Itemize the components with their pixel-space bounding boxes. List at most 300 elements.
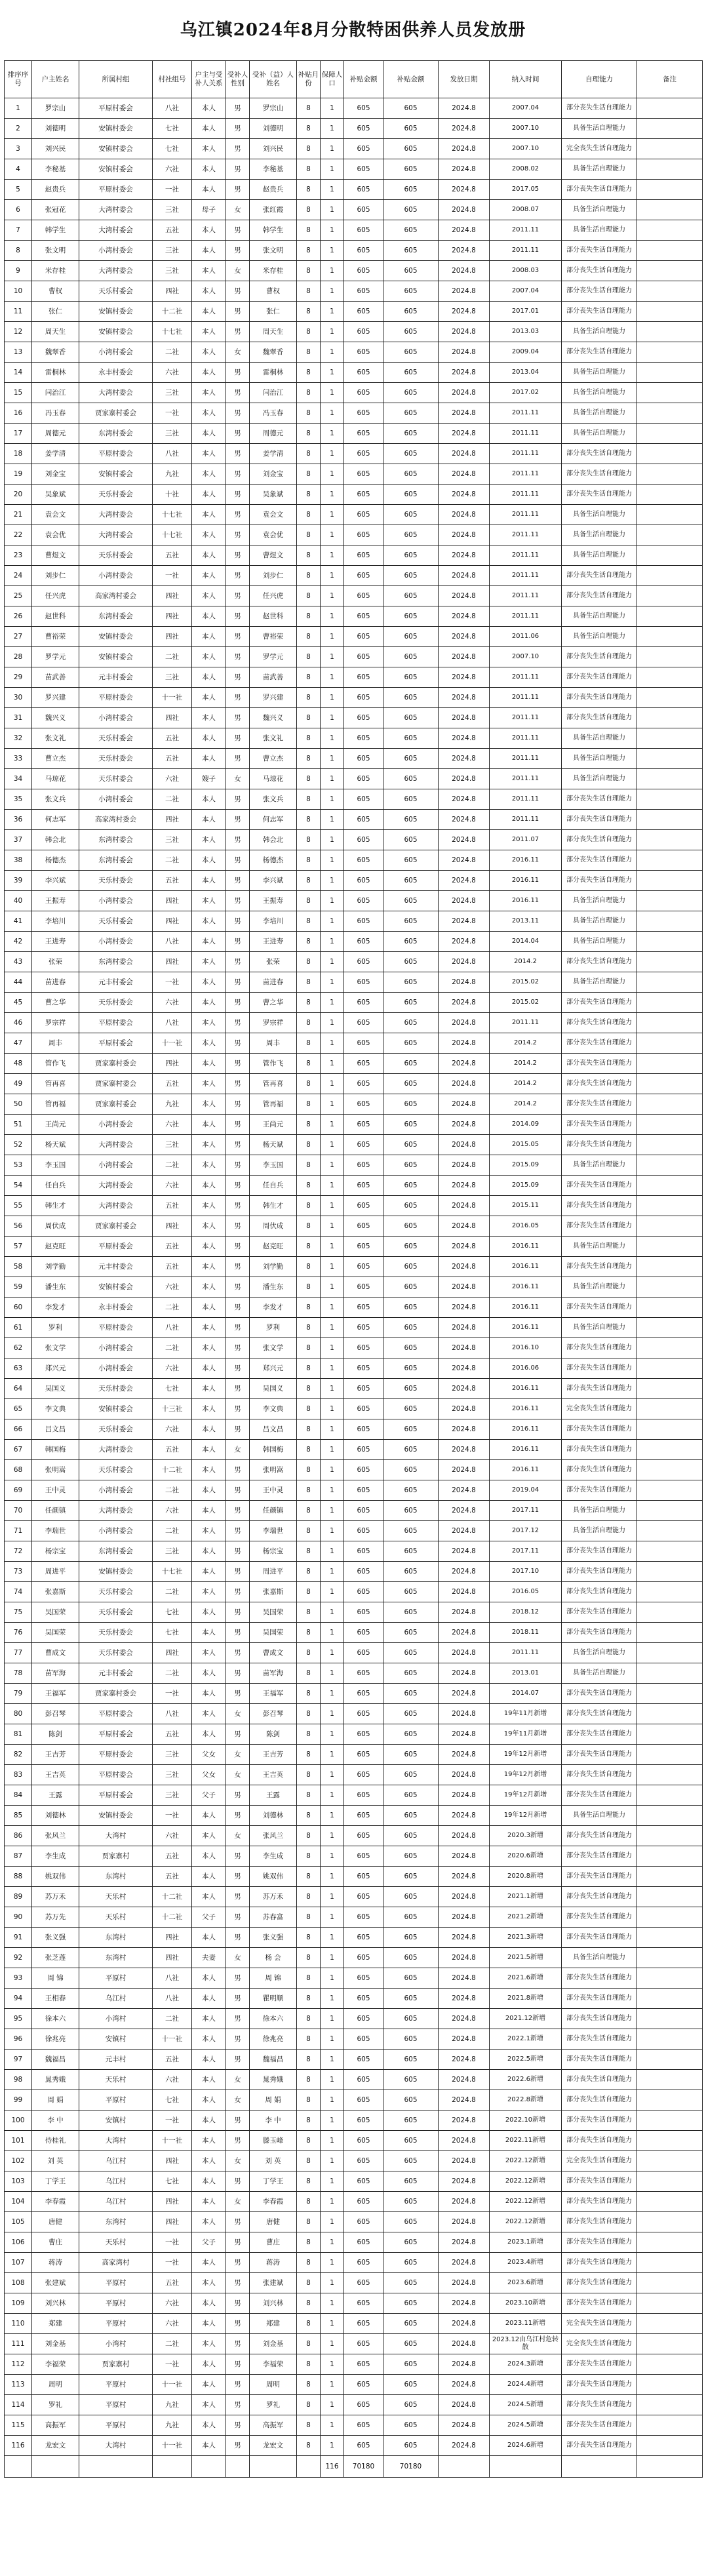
table-row bbox=[5, 1419, 703, 1440]
group-cell: 二社 bbox=[153, 1521, 192, 1541]
amount-cell: 605 bbox=[344, 2192, 383, 2212]
month-cell: 8 bbox=[297, 1623, 321, 1643]
gender-cell: 男 bbox=[226, 1257, 250, 1277]
ability-cell: 部分丧失生活自理能力 bbox=[562, 830, 637, 850]
recipient-cell: 袁会优 bbox=[250, 525, 297, 545]
head-name-cell: 徐兆亮 bbox=[32, 2029, 79, 2050]
amount-cell: 605 bbox=[344, 322, 383, 342]
head-name-cell: 龙宏文 bbox=[32, 2436, 79, 2456]
seq-cell: 27 bbox=[5, 627, 32, 647]
recipient-cell: 张建斌 bbox=[250, 2273, 297, 2293]
enroll-cell: 2011.07 bbox=[490, 830, 562, 850]
amount-cell: 605 bbox=[383, 1643, 439, 1663]
date-cell: 2024.8 bbox=[439, 1176, 490, 1196]
persons-cell: 1 bbox=[321, 2070, 344, 2090]
month-cell: 8 bbox=[297, 1237, 321, 1257]
relation-cell: 本人 bbox=[192, 647, 226, 667]
month-cell: 8 bbox=[297, 1054, 321, 1074]
relation-cell: 母子 bbox=[192, 200, 226, 220]
amount-cell: 605 bbox=[344, 2273, 383, 2293]
amount-cell: 605 bbox=[383, 2334, 439, 2354]
ability-cell: 部分丧失生活自理能力 bbox=[562, 566, 637, 586]
date-cell: 2024.8 bbox=[439, 322, 490, 342]
remark-cell bbox=[637, 2334, 703, 2354]
persons-cell: 1 bbox=[321, 2151, 344, 2171]
head-name-cell: 张冠花 bbox=[32, 200, 79, 220]
recipient-cell: 潘生东 bbox=[250, 1277, 297, 1298]
group-cell: 一社 bbox=[153, 972, 192, 993]
seq-cell: 106 bbox=[5, 2232, 32, 2253]
gender-cell: 男 bbox=[226, 891, 250, 911]
ability-cell: 部分丧失生活自理能力 bbox=[562, 444, 637, 464]
relation-cell: 本人 bbox=[192, 667, 226, 688]
head-name-cell: 周德元 bbox=[32, 424, 79, 444]
month-cell: 8 bbox=[297, 464, 321, 485]
month-cell: 8 bbox=[297, 1338, 321, 1358]
amount-cell: 605 bbox=[344, 1379, 383, 1399]
relation-cell: 本人 bbox=[192, 1135, 226, 1155]
village-cell: 小湾村委会 bbox=[79, 1115, 153, 1135]
village-cell: 小湾村委会 bbox=[79, 1155, 153, 1176]
recipient-cell: 姜学清 bbox=[250, 444, 297, 464]
enroll-cell: 2017.11 bbox=[490, 1541, 562, 1562]
amount-cell: 605 bbox=[344, 1237, 383, 1257]
seq-cell: 68 bbox=[5, 1460, 32, 1480]
persons-cell: 1 bbox=[321, 1379, 344, 1399]
amount-cell: 605 bbox=[383, 830, 439, 850]
group-cell: 四社 bbox=[153, 1643, 192, 1663]
amount-cell: 605 bbox=[344, 830, 383, 850]
table-row bbox=[5, 2151, 703, 2171]
gender-cell: 男 bbox=[226, 2009, 250, 2029]
month-cell: 8 bbox=[297, 2070, 321, 2090]
recipient-cell: 曹立杰 bbox=[250, 749, 297, 769]
table-row bbox=[5, 1684, 703, 1704]
total-cell bbox=[79, 2456, 153, 2478]
month-cell: 8 bbox=[297, 2212, 321, 2232]
table-row bbox=[5, 810, 703, 830]
remark-cell bbox=[637, 769, 703, 789]
total-cell bbox=[226, 2456, 250, 2478]
table-row bbox=[5, 2253, 703, 2273]
table-row bbox=[5, 200, 703, 220]
month-cell: 8 bbox=[297, 342, 321, 363]
head-name-cell: 王振寿 bbox=[32, 891, 79, 911]
remark-cell bbox=[637, 1663, 703, 1684]
table-row bbox=[5, 586, 703, 606]
seq-cell: 48 bbox=[5, 1054, 32, 1074]
amount-cell: 605 bbox=[383, 2232, 439, 2253]
date-cell: 2024.8 bbox=[439, 383, 490, 403]
village-cell: 安镇村委会 bbox=[79, 119, 153, 139]
group-cell: 二社 bbox=[153, 2009, 192, 2029]
recipient-cell: 李发才 bbox=[250, 1298, 297, 1318]
remark-cell bbox=[637, 1399, 703, 1419]
amount-cell: 605 bbox=[344, 1643, 383, 1663]
gender-cell: 男 bbox=[226, 830, 250, 850]
enroll-cell: 2007.10 bbox=[490, 647, 562, 667]
amount-cell: 605 bbox=[383, 1196, 439, 1216]
table-row bbox=[5, 871, 703, 891]
amount-cell: 605 bbox=[344, 2029, 383, 2050]
village-cell: 平原村委会 bbox=[79, 1724, 153, 1745]
seq-cell: 53 bbox=[5, 1155, 32, 1176]
relation-cell: 本人 bbox=[192, 281, 226, 302]
recipient-cell: 罗礼 bbox=[250, 2395, 297, 2415]
seq-cell: 103 bbox=[5, 2171, 32, 2192]
village-cell: 安镇村委会 bbox=[79, 464, 153, 485]
recipient-cell: 曹之华 bbox=[250, 993, 297, 1013]
amount-cell: 605 bbox=[383, 708, 439, 728]
recipient-cell: 闫治江 bbox=[250, 383, 297, 403]
remark-cell bbox=[637, 1582, 703, 1602]
date-cell: 2024.8 bbox=[439, 728, 490, 749]
month-cell: 8 bbox=[297, 769, 321, 789]
ability-cell: 部分丧失生活自理能力 bbox=[562, 180, 637, 200]
recipient-cell: 杨德杰 bbox=[250, 850, 297, 871]
gender-cell: 男 bbox=[226, 1602, 250, 1623]
head-name-cell: 刘兴民 bbox=[32, 139, 79, 159]
gender-cell: 男 bbox=[226, 911, 250, 932]
village-cell: 贾家寨村委会 bbox=[79, 1684, 153, 1704]
total-cell bbox=[297, 2456, 321, 2478]
table-row bbox=[5, 383, 703, 403]
group-cell: 六社 bbox=[153, 363, 192, 383]
remark-cell bbox=[637, 1155, 703, 1176]
table-row bbox=[5, 1216, 703, 1237]
seq-cell: 38 bbox=[5, 850, 32, 871]
village-cell: 大湾村委会 bbox=[79, 525, 153, 545]
persons-cell: 1 bbox=[321, 1155, 344, 1176]
amount-cell: 605 bbox=[344, 1358, 383, 1379]
header-cell: 补贴月份 bbox=[297, 61, 321, 98]
persons-cell: 1 bbox=[321, 1663, 344, 1684]
village-cell: 平原村委会 bbox=[79, 180, 153, 200]
persons-cell: 1 bbox=[321, 1298, 344, 1318]
recipient-cell: 张仁 bbox=[250, 302, 297, 322]
gender-cell: 男 bbox=[226, 2395, 250, 2415]
relation-cell: 本人 bbox=[192, 1338, 226, 1358]
amount-cell: 605 bbox=[383, 1663, 439, 1684]
remark-cell bbox=[637, 261, 703, 281]
amount-cell: 605 bbox=[344, 1257, 383, 1277]
persons-cell: 1 bbox=[321, 566, 344, 586]
relation-cell: 本人 bbox=[192, 1277, 226, 1298]
village-cell: 高家湾村委会 bbox=[79, 810, 153, 830]
ability-cell: 部分丧失生活自理能力 bbox=[562, 1867, 637, 1887]
relation-cell: 本人 bbox=[192, 403, 226, 424]
head-name-cell: 李兴斌 bbox=[32, 871, 79, 891]
relation-cell: 本人 bbox=[192, 606, 226, 627]
month-cell: 8 bbox=[297, 932, 321, 952]
village-cell: 天乐村委会 bbox=[79, 871, 153, 891]
persons-cell: 1 bbox=[321, 1704, 344, 1724]
relation-cell: 本人 bbox=[192, 1968, 226, 1989]
amount-cell: 605 bbox=[383, 1237, 439, 1257]
month-cell: 8 bbox=[297, 606, 321, 627]
group-cell: 十二社 bbox=[153, 1887, 192, 1907]
amount-cell: 605 bbox=[383, 1013, 439, 1033]
head-name-cell: 张仁 bbox=[32, 302, 79, 322]
amount-cell: 605 bbox=[344, 850, 383, 871]
group-cell: 七社 bbox=[153, 139, 192, 159]
ability-cell: 部分丧失生活自理能力 bbox=[562, 1785, 637, 1806]
persons-cell: 1 bbox=[321, 952, 344, 972]
seq-cell: 5 bbox=[5, 180, 32, 200]
relation-cell: 父子 bbox=[192, 1907, 226, 1928]
enroll-cell: 2015.11 bbox=[490, 1196, 562, 1216]
village-cell: 小湾村委会 bbox=[79, 932, 153, 952]
village-cell: 天乐村委会 bbox=[79, 1460, 153, 1480]
ability-cell: 部分丧失生活自理能力 bbox=[562, 1704, 637, 1724]
head-name-cell: 曹庄 bbox=[32, 2232, 79, 2253]
amount-cell: 605 bbox=[383, 424, 439, 444]
remark-cell bbox=[637, 342, 703, 363]
group-cell: 四社 bbox=[153, 1948, 192, 1968]
persons-cell: 1 bbox=[321, 2009, 344, 2029]
relation-cell: 本人 bbox=[192, 993, 226, 1013]
recipient-cell: 王尚元 bbox=[250, 1115, 297, 1135]
table-row bbox=[5, 525, 703, 545]
ability-cell: 部分丧失生活自理能力 bbox=[562, 302, 637, 322]
amount-cell: 605 bbox=[344, 1013, 383, 1033]
seq-cell: 50 bbox=[5, 1094, 32, 1115]
group-cell: 三社 bbox=[153, 1765, 192, 1785]
head-name-cell: 魏福昌 bbox=[32, 2050, 79, 2070]
amount-cell: 605 bbox=[383, 464, 439, 485]
head-name-cell: 苏万先 bbox=[32, 1907, 79, 1928]
village-cell: 平原村委会 bbox=[79, 1033, 153, 1054]
month-cell: 8 bbox=[297, 1968, 321, 1989]
group-cell: 六社 bbox=[153, 2293, 192, 2314]
month-cell: 8 bbox=[297, 2334, 321, 2354]
remark-cell bbox=[637, 302, 703, 322]
gender-cell: 男 bbox=[226, 1074, 250, 1094]
recipient-cell: 李福荣 bbox=[250, 2354, 297, 2375]
head-name-cell: 刘学勤 bbox=[32, 1257, 79, 1277]
month-cell: 8 bbox=[297, 119, 321, 139]
amount-cell: 605 bbox=[383, 2314, 439, 2334]
date-cell: 2024.8 bbox=[439, 1419, 490, 1440]
persons-cell: 1 bbox=[321, 2395, 344, 2415]
remark-cell bbox=[637, 2212, 703, 2232]
group-cell: 六社 bbox=[153, 1277, 192, 1298]
ability-cell: 部分丧失生活自理能力 bbox=[562, 464, 637, 485]
enroll-cell: 2016.05 bbox=[490, 1582, 562, 1602]
village-cell: 天乐村委会 bbox=[79, 1582, 153, 1602]
month-cell: 8 bbox=[297, 1785, 321, 1806]
relation-cell: 本人 bbox=[192, 1013, 226, 1033]
amount-cell: 605 bbox=[383, 1948, 439, 1968]
table-row bbox=[5, 1968, 703, 1989]
month-cell: 8 bbox=[297, 2293, 321, 2314]
gender-cell: 男 bbox=[226, 525, 250, 545]
gender-cell: 男 bbox=[226, 1968, 250, 1989]
enroll-cell: 2019.04 bbox=[490, 1480, 562, 1501]
amount-cell: 605 bbox=[344, 749, 383, 769]
persons-cell: 1 bbox=[321, 1846, 344, 1867]
amount-cell: 605 bbox=[383, 728, 439, 749]
amount-cell: 605 bbox=[344, 261, 383, 281]
ability-cell: 部分丧失生活自理能力 bbox=[562, 1907, 637, 1928]
recipient-cell: 罗兴建 bbox=[250, 688, 297, 708]
gender-cell: 男 bbox=[226, 1562, 250, 1582]
amount-cell: 605 bbox=[344, 1663, 383, 1684]
date-cell: 2024.8 bbox=[439, 2090, 490, 2110]
head-name-cell: 韩国梅 bbox=[32, 1440, 79, 1460]
relation-cell: 本人 bbox=[192, 1867, 226, 1887]
head-name-cell: 王福军 bbox=[32, 1684, 79, 1704]
relation-cell: 本人 bbox=[192, 2212, 226, 2232]
amount-cell: 605 bbox=[344, 1704, 383, 1724]
date-cell: 2024.8 bbox=[439, 1643, 490, 1663]
gender-cell: 男 bbox=[226, 2293, 250, 2314]
amount-cell: 605 bbox=[344, 1541, 383, 1562]
date-cell: 2024.8 bbox=[439, 972, 490, 993]
recipient-cell: 高振军 bbox=[250, 2415, 297, 2436]
amount-cell: 605 bbox=[383, 993, 439, 1013]
gender-cell: 男 bbox=[226, 2232, 250, 2253]
month-cell: 8 bbox=[297, 688, 321, 708]
village-cell: 安镇村委会 bbox=[79, 627, 153, 647]
group-cell: 三社 bbox=[153, 1135, 192, 1155]
month-cell: 8 bbox=[297, 363, 321, 383]
amount-cell: 605 bbox=[344, 1928, 383, 1948]
enroll-cell: 2016.11 bbox=[490, 1257, 562, 1277]
remark-cell bbox=[637, 1887, 703, 1907]
table-row bbox=[5, 2070, 703, 2090]
seq-cell: 56 bbox=[5, 1216, 32, 1237]
gender-cell: 男 bbox=[226, 1806, 250, 1826]
head-name-cell: 李培川 bbox=[32, 911, 79, 932]
month-cell: 8 bbox=[297, 2110, 321, 2131]
ability-cell: 部分丧失生活自理能力 bbox=[562, 810, 637, 830]
table-row bbox=[5, 1806, 703, 1826]
head-name-cell: 袁会文 bbox=[32, 505, 79, 525]
seq-cell: 95 bbox=[5, 2009, 32, 2029]
amount-cell: 605 bbox=[383, 1257, 439, 1277]
remark-cell bbox=[637, 1643, 703, 1663]
persons-cell: 1 bbox=[321, 403, 344, 424]
date-cell: 2024.8 bbox=[439, 1521, 490, 1541]
gender-cell: 男 bbox=[226, 1094, 250, 1115]
group-cell: 三社 bbox=[153, 200, 192, 220]
gender-cell: 男 bbox=[226, 2131, 250, 2151]
group-cell: 十一社 bbox=[153, 1033, 192, 1054]
enroll-cell: 2016.10 bbox=[490, 1338, 562, 1358]
head-name-cell: 刘德林 bbox=[32, 1806, 79, 1826]
enroll-cell: 2017.02 bbox=[490, 383, 562, 403]
ability-cell: 部分丧失生活自理能力 bbox=[562, 98, 637, 119]
group-cell: 四社 bbox=[153, 708, 192, 728]
persons-cell: 1 bbox=[321, 2354, 344, 2375]
head-name-cell: 罗宗祥 bbox=[32, 1013, 79, 1033]
ability-cell: 部分丧失生活自理能力 bbox=[562, 789, 637, 810]
enroll-cell: 2015.02 bbox=[490, 993, 562, 1013]
remark-cell bbox=[637, 1765, 703, 1785]
enroll-cell: 2011.11 bbox=[490, 789, 562, 810]
group-cell: 四社 bbox=[153, 281, 192, 302]
amount-cell: 605 bbox=[383, 1785, 439, 1806]
seq-cell: 94 bbox=[5, 1989, 32, 2009]
gender-cell: 男 bbox=[226, 403, 250, 424]
ability-cell: 具备生活自理能力 bbox=[562, 1277, 637, 1298]
month-cell: 8 bbox=[297, 505, 321, 525]
persons-cell: 1 bbox=[321, 1684, 344, 1704]
gender-cell: 女 bbox=[226, 2192, 250, 2212]
village-cell: 平原村 bbox=[79, 2314, 153, 2334]
remark-cell bbox=[637, 1785, 703, 1806]
village-cell: 元丰村委会 bbox=[79, 972, 153, 993]
ability-cell: 部分丧失生活自理能力 bbox=[562, 586, 637, 606]
recipient-cell: 李文典 bbox=[250, 1399, 297, 1419]
persons-cell: 1 bbox=[321, 1033, 344, 1054]
village-cell: 小湾村委会 bbox=[79, 1480, 153, 1501]
month-cell: 8 bbox=[297, 1928, 321, 1948]
seq-cell: 99 bbox=[5, 2090, 32, 2110]
date-cell: 2024.8 bbox=[439, 1094, 490, 1115]
ability-cell: 部分丧失生活自理能力 bbox=[562, 667, 637, 688]
remark-cell bbox=[637, 2293, 703, 2314]
group-cell: 十一社 bbox=[153, 2029, 192, 2050]
enroll-cell: 2016.11 bbox=[490, 1237, 562, 1257]
village-cell: 安镇村委会 bbox=[79, 647, 153, 667]
amount-cell: 605 bbox=[344, 1745, 383, 1765]
group-cell: 一社 bbox=[153, 1806, 192, 1826]
enroll-cell: 2016.11 bbox=[490, 1298, 562, 1318]
persons-cell: 1 bbox=[321, 688, 344, 708]
village-cell: 天乐村 bbox=[79, 1907, 153, 1928]
village-cell: 天乐村委会 bbox=[79, 1643, 153, 1663]
recipient-cell: 杨天斌 bbox=[250, 1135, 297, 1155]
persons-cell: 1 bbox=[321, 1948, 344, 1968]
head-name-cell: 吴国荣 bbox=[32, 1623, 79, 1643]
remark-cell bbox=[637, 98, 703, 119]
table-row bbox=[5, 119, 703, 139]
enroll-cell: 2007.10 bbox=[490, 119, 562, 139]
enroll-cell: 2021.5新增 bbox=[490, 1948, 562, 1968]
relation-cell: 本人 bbox=[192, 2354, 226, 2375]
persons-cell: 1 bbox=[321, 1724, 344, 1745]
seq-cell: 23 bbox=[5, 545, 32, 566]
gender-cell: 男 bbox=[226, 1358, 250, 1379]
table-row bbox=[5, 1501, 703, 1521]
persons-cell: 1 bbox=[321, 891, 344, 911]
remark-cell bbox=[637, 1704, 703, 1724]
head-name-cell: 姚双伟 bbox=[32, 1867, 79, 1887]
persons-cell: 1 bbox=[321, 2192, 344, 2212]
group-cell: 五社 bbox=[153, 1867, 192, 1887]
amount-cell: 605 bbox=[383, 545, 439, 566]
enroll-cell: 2020.8新增 bbox=[490, 1867, 562, 1887]
amount-cell: 605 bbox=[383, 1887, 439, 1907]
group-cell: 四社 bbox=[153, 2151, 192, 2171]
table-row bbox=[5, 98, 703, 119]
remark-cell bbox=[637, 2131, 703, 2151]
enroll-cell: 2011.11 bbox=[490, 667, 562, 688]
persons-cell: 1 bbox=[321, 1440, 344, 1460]
month-cell: 8 bbox=[297, 566, 321, 586]
relation-cell: 本人 bbox=[192, 1074, 226, 1094]
remark-cell bbox=[637, 932, 703, 952]
enroll-cell: 2008.07 bbox=[490, 200, 562, 220]
gender-cell: 女 bbox=[226, 200, 250, 220]
ability-cell: 部分丧失生活自理能力 bbox=[562, 2212, 637, 2232]
enroll-cell: 2011.11 bbox=[490, 464, 562, 485]
recipient-cell: 刘金基 bbox=[250, 2334, 297, 2354]
month-cell: 8 bbox=[297, 383, 321, 403]
date-cell: 2024.8 bbox=[439, 1318, 490, 1338]
